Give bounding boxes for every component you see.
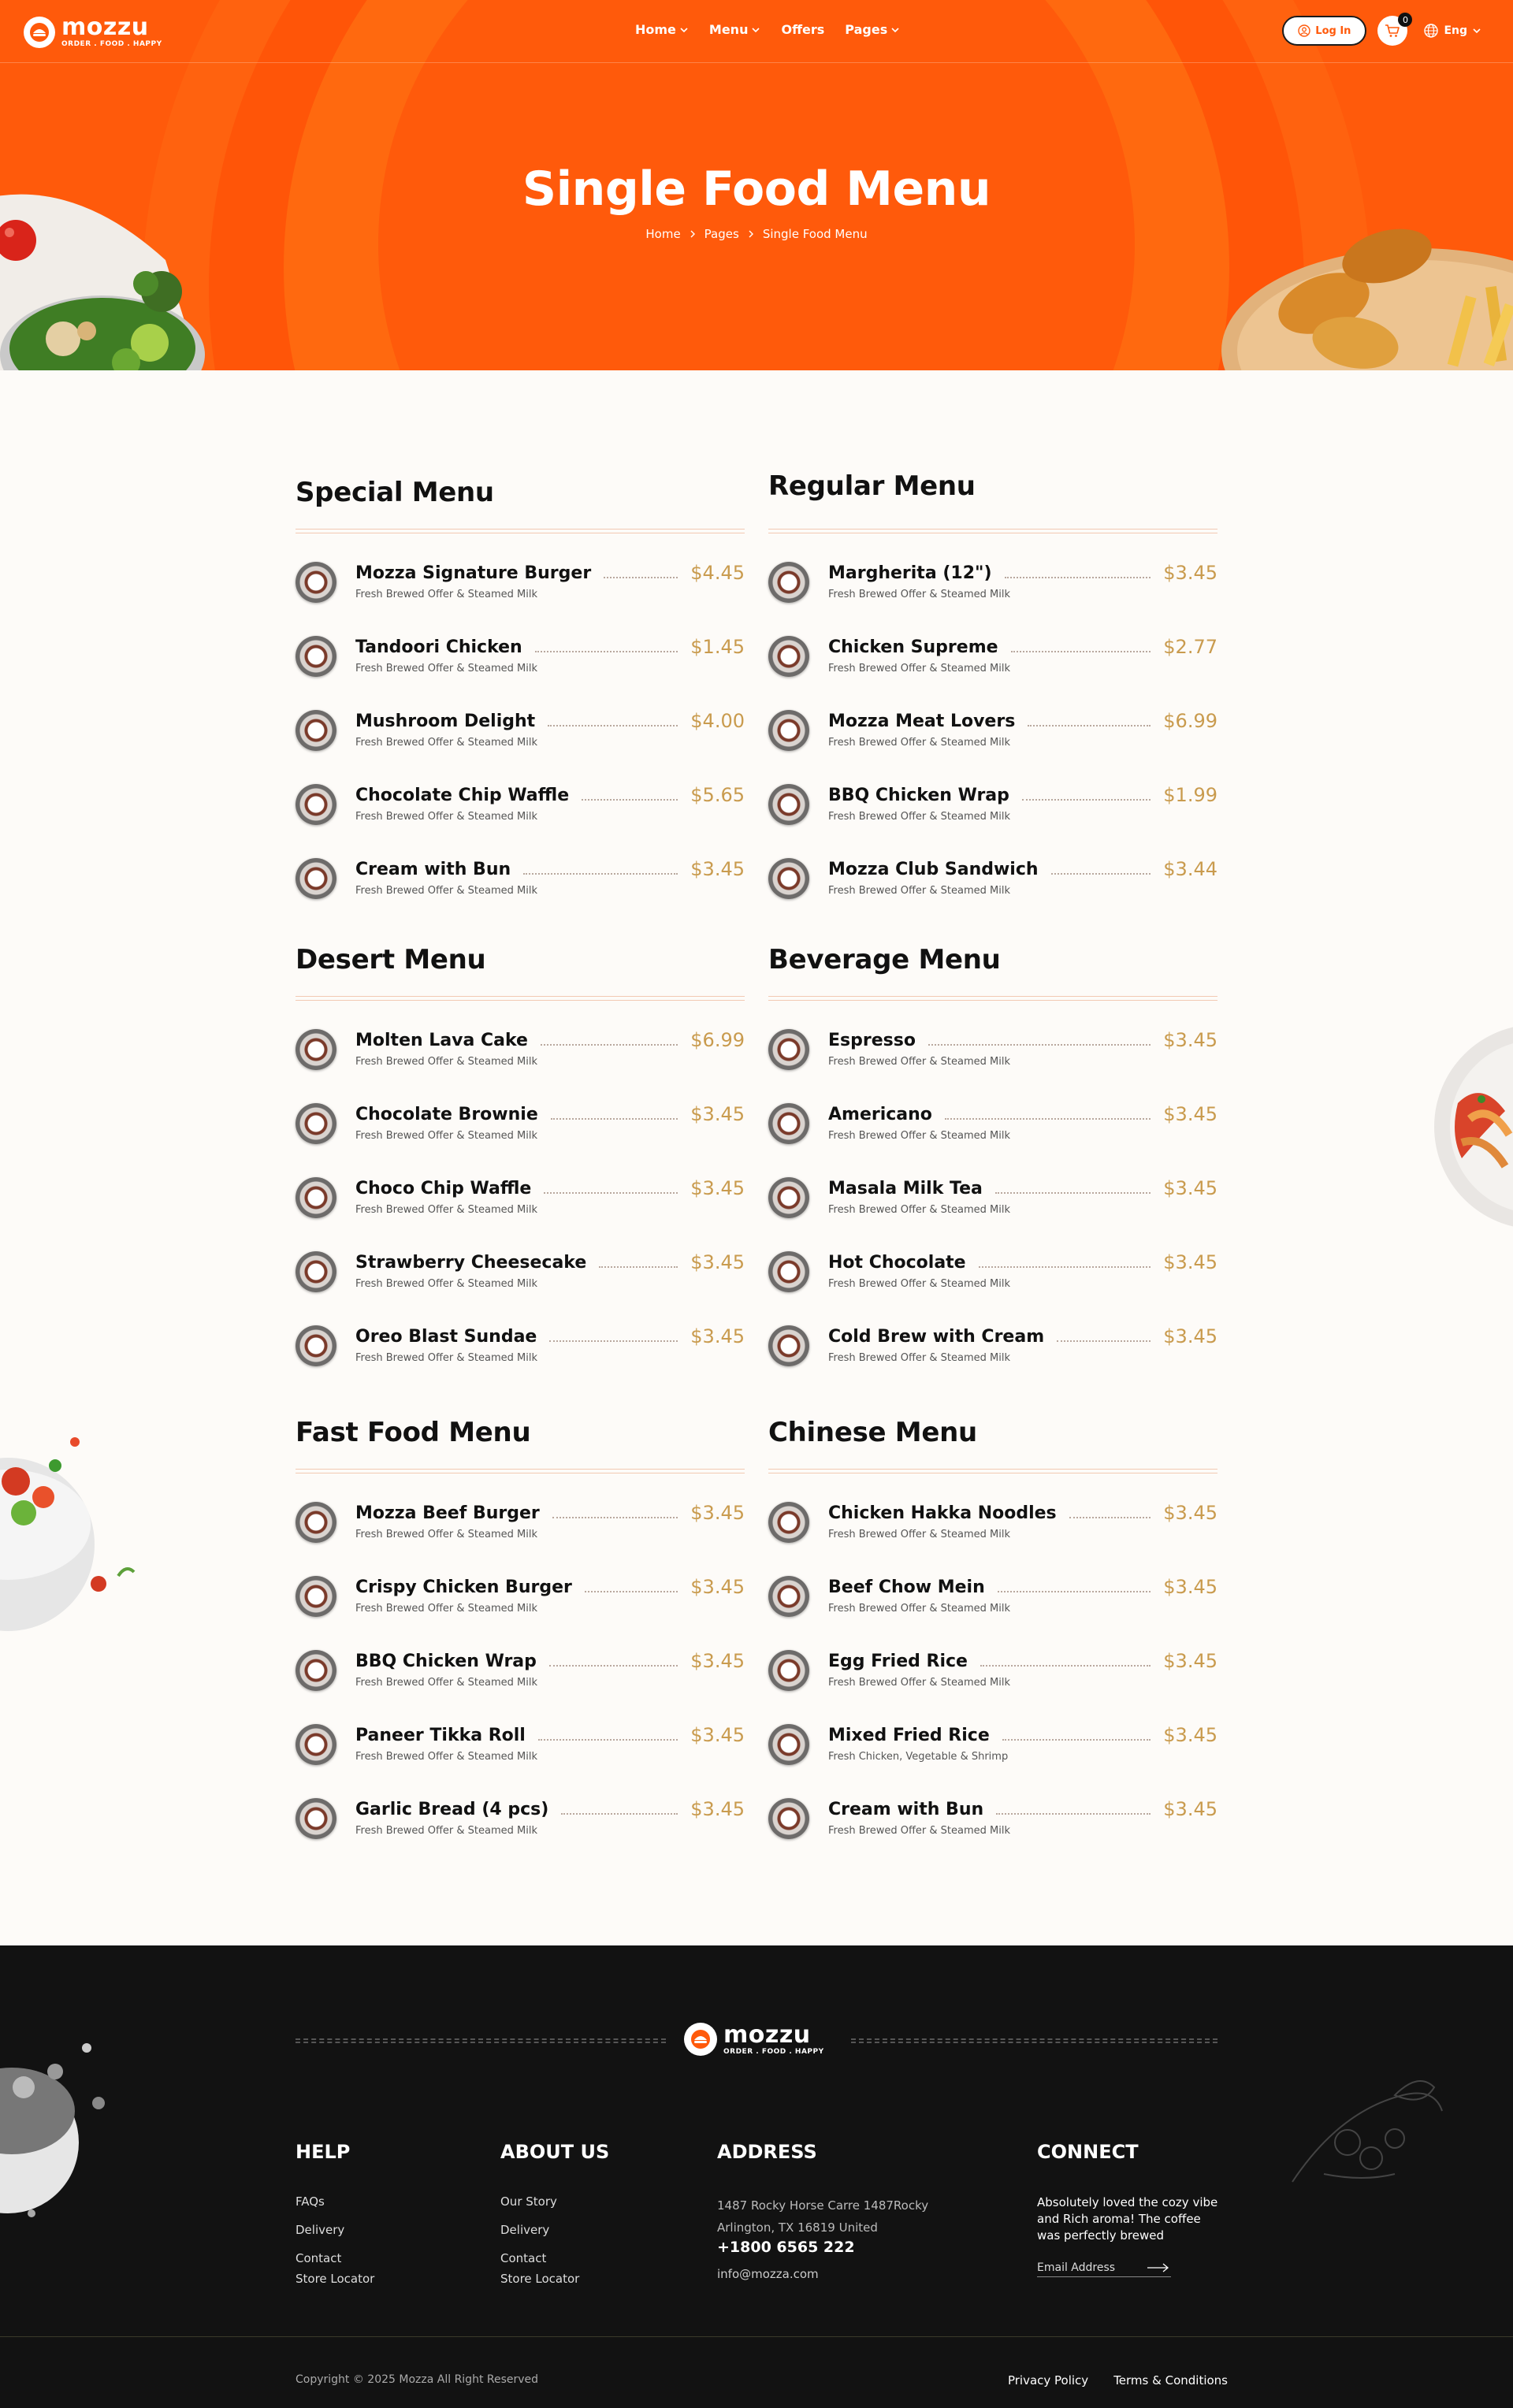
dotted-leader <box>585 1591 678 1592</box>
item-name: Garlic Bread (4 pcs) <box>355 1799 549 1819</box>
item-description: Fresh Brewed Offer & Steamed Milk <box>355 1529 537 1540</box>
footer-about-title: ABOUT US <box>500 2141 610 2163</box>
item-name: Margherita (12") <box>828 563 992 583</box>
footer-help-column <box>296 2141 374 2300</box>
site-footer <box>0 1945 1513 2408</box>
item-name: Chocolate Brownie <box>355 1104 538 1124</box>
dotted-leader <box>538 1739 678 1741</box>
nav-label-home: Home <box>635 22 676 37</box>
menu-item[interactable] <box>768 1103 1217 1177</box>
item-price: $3.45 <box>1163 1650 1217 1672</box>
menu-item[interactable] <box>768 1798 1217 1872</box>
dish-thumbnail <box>296 1177 336 1218</box>
page-title: Single Food Menu <box>522 162 991 217</box>
nav-item-home[interactable] <box>635 22 689 37</box>
chinese-menu-list <box>768 1502 1217 1872</box>
menu-item[interactable] <box>296 1029 745 1103</box>
dotted-leader <box>541 1044 678 1046</box>
item-name: Beef Chow Mein <box>828 1577 985 1597</box>
item-price: $6.99 <box>690 1029 745 1051</box>
copyright-text: Copyright © 2025 Mozza All Right Reserved <box>296 2373 539 2386</box>
item-name: Molten Lava Cake <box>355 1030 528 1050</box>
menu-item[interactable] <box>768 1177 1217 1251</box>
item-name: Crispy Chicken Burger <box>355 1577 572 1597</box>
beverage-menu-block <box>768 944 1217 1399</box>
chevron-down-icon <box>1472 26 1481 35</box>
cart-icon <box>1384 22 1401 39</box>
menu-item[interactable] <box>768 710 1217 784</box>
dotted-leader <box>551 1118 678 1120</box>
regular-menu-title: Regular Menu <box>768 470 976 502</box>
item-price: $3.45 <box>1163 1251 1217 1273</box>
arrow-right-icon[interactable] <box>1147 2263 1169 2272</box>
footer-connect-column <box>1037 2141 1226 2277</box>
dotted-leader <box>1057 1340 1151 1342</box>
item-description: Fresh Brewed Offer & Steamed Milk <box>355 1204 537 1216</box>
item-name: Mozza Beef Burger <box>355 1503 540 1523</box>
item-price: $1.45 <box>690 636 745 658</box>
legal-links <box>1008 2373 1228 2388</box>
item-description: Fresh Brewed Offer & Steamed Milk <box>828 885 1010 897</box>
divider <box>851 2038 1217 2043</box>
terms-conditions-link[interactable]: Terms & Conditions <box>1113 2373 1228 2388</box>
item-name: Mozza Club Sandwich <box>828 859 1039 879</box>
menu-item[interactable] <box>768 636 1217 710</box>
fastfood-menu-list <box>296 1502 745 1872</box>
footer-connect-title: CONNECT <box>1037 2141 1139 2163</box>
menu-section <box>0 370 1513 1945</box>
item-name: Cream with Bun <box>355 859 511 879</box>
item-price: $3.45 <box>690 1325 745 1347</box>
dotted-leader <box>928 1044 1151 1046</box>
item-price: $3.45 <box>690 1177 745 1199</box>
menu-item[interactable] <box>296 1650 745 1724</box>
divider <box>296 529 745 533</box>
item-price: $2.77 <box>1163 636 1217 658</box>
dish-thumbnail <box>768 784 809 825</box>
testimonial-text: Absolutely loved the cozy vibe and Rich aroma! The coffee was perfectly brewed <box>1037 2195 1218 2243</box>
brand-tagline: ORDER . FOOD . HAPPY <box>61 40 162 48</box>
item-description: Fresh Brewed Offer & Steamed Milk <box>355 1278 537 1290</box>
item-name: Choco Chip Waffle <box>355 1178 532 1198</box>
dish-thumbnail <box>768 1177 809 1218</box>
item-price: $3.45 <box>1163 1325 1217 1347</box>
item-price: $3.45 <box>1163 1724 1217 1746</box>
item-name: Mixed Fried Rice <box>828 1725 990 1745</box>
dish-thumbnail <box>768 1325 809 1366</box>
item-description: Fresh Brewed Offer & Steamed Milk <box>355 1130 537 1142</box>
brand-name: mozzu <box>61 13 149 41</box>
dish-thumbnail <box>296 1325 336 1366</box>
item-price: $5.65 <box>690 784 745 806</box>
divider <box>768 529 1217 533</box>
newsletter-email-input[interactable] <box>1037 2261 1147 2274</box>
item-description: Fresh Brewed Offer & Steamed Milk <box>828 1056 1010 1068</box>
dish-thumbnail <box>768 1576 809 1617</box>
item-description: Fresh Brewed Offer & Steamed Milk <box>828 1529 1010 1540</box>
item-price: $3.45 <box>690 1251 745 1273</box>
item-price: $3.45 <box>690 1650 745 1672</box>
dotted-leader <box>549 1340 678 1342</box>
item-price: $3.45 <box>690 1103 745 1125</box>
item-description: Fresh Brewed Offer & Steamed Milk <box>355 1825 537 1837</box>
item-price: $3.45 <box>1163 1576 1217 1598</box>
item-description: Fresh Brewed Offer & Steamed Milk <box>355 663 537 674</box>
dish-thumbnail <box>296 636 336 677</box>
dotted-leader <box>995 1192 1151 1194</box>
item-price: $3.45 <box>690 1502 745 1524</box>
special-menu-list <box>296 562 745 932</box>
dotted-leader <box>998 1591 1151 1592</box>
divider <box>0 2336 1513 2337</box>
dish-thumbnail <box>768 562 809 603</box>
scattered-salad-image <box>0 2016 126 2221</box>
item-description: Fresh Brewed Offer & Steamed Milk <box>355 589 537 600</box>
item-price: $3.45 <box>1163 1798 1217 1820</box>
user-icon <box>1298 24 1310 37</box>
menu-item[interactable] <box>296 1724 745 1798</box>
item-description: Fresh Brewed Offer & Steamed Milk <box>828 589 1010 600</box>
breadcrumb-current: Single Food Menu <box>762 227 868 241</box>
item-name: Strawberry Cheesecake <box>355 1252 587 1273</box>
breadcrumb-home[interactable]: Home <box>645 227 681 241</box>
chevron-down-icon <box>751 25 760 35</box>
nav-label-menu: Menu <box>708 22 749 37</box>
brand-tagline: ORDER . FOOD . HAPPY <box>723 2047 824 2056</box>
divider <box>768 1469 1217 1473</box>
login-button[interactable] <box>1282 16 1366 46</box>
footer-link-faqs[interactable]: FAQs <box>296 2194 325 2209</box>
chinese-menu-block <box>768 1417 1217 1872</box>
dotted-leader <box>1028 725 1151 726</box>
item-price: $3.45 <box>690 1798 745 1820</box>
desert-menu-title: Desert Menu <box>296 944 486 975</box>
item-price: $4.45 <box>690 562 745 584</box>
menu-item[interactable] <box>296 710 745 784</box>
brand-name: mozzu <box>723 2020 811 2049</box>
dotted-leader <box>996 1813 1151 1815</box>
beverage-menu-list <box>768 1029 1217 1399</box>
chevron-down-icon <box>679 25 689 35</box>
item-name: Tandoori Chicken <box>355 637 522 657</box>
item-name: Cold Brew with Cream <box>828 1326 1045 1347</box>
menu-item[interactable] <box>768 1650 1217 1724</box>
dotted-leader <box>604 577 678 578</box>
footer-link-delivery[interactable]: Delivery <box>500 2223 550 2237</box>
chevron-right-icon <box>747 230 755 238</box>
dish-thumbnail <box>296 1103 336 1144</box>
menu-item[interactable] <box>768 784 1217 858</box>
dotted-leader <box>535 651 678 652</box>
dotted-leader <box>979 1266 1151 1268</box>
menu-item[interactable] <box>296 562 745 636</box>
menu-item[interactable] <box>296 784 745 858</box>
item-price: $3.45 <box>1163 562 1217 584</box>
coffee-sketch-illustration <box>1277 2064 1458 2198</box>
divider <box>296 1469 745 1473</box>
dish-thumbnail <box>296 710 336 751</box>
item-name: Egg Fried Rice <box>828 1651 968 1671</box>
footer-help-title: HELP <box>296 2141 351 2163</box>
item-name: Hot Chocolate <box>828 1252 966 1273</box>
dotted-leader <box>1011 651 1151 652</box>
item-name: Mushroom Delight <box>355 711 536 731</box>
breadcrumb-pages[interactable]: Pages <box>704 227 739 241</box>
dish-thumbnail <box>768 858 809 899</box>
desert-menu-list <box>296 1029 745 1399</box>
cart-button[interactable] <box>1377 16 1407 46</box>
address-line: 1487 Rocky Horse Carre 1487Rocky <box>717 2198 929 2213</box>
footer-link-contact[interactable]: Contact <box>296 2251 342 2265</box>
dish-thumbnail <box>296 562 336 603</box>
dotted-leader <box>1022 799 1151 801</box>
cart-count-badge: 0 <box>1398 13 1412 27</box>
dish-thumbnail <box>296 1029 336 1070</box>
logo-mark-icon <box>684 2023 717 2056</box>
item-name: Oreo Blast Sundae <box>355 1326 537 1347</box>
special-menu-title: Special Menu <box>296 477 494 508</box>
item-description: Fresh Brewed Offer & Steamed Milk <box>355 1056 537 1068</box>
item-name: Americano <box>828 1104 932 1124</box>
fastfood-menu-block <box>296 1417 745 1872</box>
item-name: Paneer Tikka Roll <box>355 1725 526 1745</box>
dish-thumbnail <box>296 1502 336 1543</box>
dish-thumbnail <box>768 1251 809 1292</box>
divider <box>296 996 745 1001</box>
item-description: Fresh Brewed Offer & Steamed Milk <box>828 1204 1010 1216</box>
language-selector[interactable] <box>1423 23 1481 39</box>
item-description: Fresh Brewed Offer & Steamed Milk <box>828 811 1010 823</box>
dotted-leader <box>548 725 678 726</box>
vegetable-bowl-image <box>0 1395 158 1647</box>
item-price: $3.45 <box>690 858 745 880</box>
item-description: Fresh Brewed Offer & Steamed Milk <box>355 1352 537 1364</box>
header-actions <box>1282 16 1481 46</box>
menu-item[interactable] <box>296 858 745 932</box>
menu-item[interactable] <box>768 1502 1217 1576</box>
item-name: Espresso <box>828 1030 916 1050</box>
dish-thumbnail <box>296 1724 336 1765</box>
item-price: $4.00 <box>690 710 745 732</box>
chevron-down-icon <box>890 25 900 35</box>
item-price: $1.99 <box>1163 784 1217 806</box>
item-description: Fresh Brewed Offer & Steamed Milk <box>355 737 537 749</box>
menu-item[interactable] <box>768 858 1217 932</box>
menu-item[interactable] <box>296 1502 745 1576</box>
dish-thumbnail <box>768 1103 809 1144</box>
menu-item[interactable] <box>296 1576 745 1650</box>
dish-thumbnail <box>296 858 336 899</box>
dotted-leader <box>552 1517 678 1518</box>
dish-thumbnail <box>768 1650 809 1691</box>
item-price: $3.45 <box>690 1576 745 1598</box>
item-description: Fresh Chicken, Vegetable & Shrimp <box>828 1751 1009 1763</box>
footer-link-contact[interactable]: Contact <box>500 2251 547 2265</box>
item-description: Fresh Brewed Offer & Steamed Milk <box>828 1825 1010 1837</box>
menu-item[interactable] <box>296 1798 745 1872</box>
menu-item[interactable] <box>768 1251 1217 1325</box>
dotted-leader <box>980 1665 1151 1667</box>
regular-menu-block <box>768 470 1217 932</box>
item-price: $3.45 <box>1163 1502 1217 1524</box>
globe-icon <box>1423 23 1439 39</box>
dotted-leader <box>599 1266 678 1268</box>
dish-thumbnail <box>296 784 336 825</box>
footer-address-title: ADDRESS <box>717 2141 817 2163</box>
menu-item[interactable] <box>768 1325 1217 1399</box>
item-description: Fresh Brewed Offer & Steamed Milk <box>828 663 1010 674</box>
menu-item[interactable] <box>768 1029 1217 1103</box>
dish-thumbnail <box>296 1650 336 1691</box>
footer-brand-logo[interactable] <box>684 2020 824 2056</box>
item-name: Chicken Supreme <box>828 637 998 657</box>
chinese-menu-title: Chinese Menu <box>768 1417 977 1448</box>
item-price: $6.99 <box>1163 710 1217 732</box>
dish-thumbnail <box>768 636 809 677</box>
nav-label-offers: Offers <box>781 22 825 37</box>
nav-item-offers[interactable] <box>781 22 824 37</box>
menu-item[interactable] <box>296 1103 745 1177</box>
site-header <box>0 0 1513 63</box>
divider <box>296 2038 666 2043</box>
menu-item[interactable] <box>768 1576 1217 1650</box>
logo-mark-icon <box>24 17 55 48</box>
item-description: Fresh Brewed Offer & Steamed Milk <box>828 1677 1010 1689</box>
menu-item[interactable] <box>296 636 745 710</box>
item-price: $3.45 <box>690 1724 745 1746</box>
dotted-leader <box>544 1192 678 1194</box>
fastfood-menu-title: Fast Food Menu <box>296 1417 531 1448</box>
dotted-leader <box>945 1118 1151 1120</box>
breadcrumb <box>0 227 1513 241</box>
item-price: $3.44 <box>1163 858 1217 880</box>
item-price: $3.45 <box>1163 1177 1217 1199</box>
newsletter-form <box>1037 2261 1171 2277</box>
footer-link-our-story[interactable]: Our Story <box>500 2194 557 2209</box>
footer-about-column <box>500 2141 609 2300</box>
footer-link-store-locator[interactable]: Store Locator <box>296 2272 375 2286</box>
chevron-right-icon <box>689 230 697 238</box>
item-name: Mozza Meat Lovers <box>828 711 1016 731</box>
special-menu-block <box>296 477 745 932</box>
dish-thumbnail <box>296 1251 336 1292</box>
dotted-leader <box>1069 1517 1151 1518</box>
footer-link-delivery[interactable]: Delivery <box>296 2223 345 2237</box>
main-nav <box>635 22 900 37</box>
item-price: $3.45 <box>1163 1103 1217 1125</box>
dish-thumbnail <box>296 1798 336 1839</box>
divider <box>768 996 1217 1001</box>
item-name: BBQ Chicken Wrap <box>828 785 1009 805</box>
item-name: Chicken Hakka Noodles <box>828 1503 1057 1523</box>
item-description: Fresh Brewed Offer & Steamed Milk <box>828 1278 1010 1290</box>
desert-menu-block <box>296 944 745 1399</box>
dotted-leader <box>582 799 678 801</box>
item-description: Fresh Brewed Offer & Steamed Milk <box>355 1603 537 1615</box>
item-description: Fresh Brewed Offer & Steamed Milk <box>355 811 537 823</box>
nav-label-pages: Pages <box>845 22 888 37</box>
item-description: Fresh Brewed Offer & Steamed Milk <box>828 1352 1010 1364</box>
menu-item[interactable] <box>296 1177 745 1251</box>
dotted-leader <box>549 1665 678 1667</box>
dotted-leader <box>1005 577 1151 578</box>
dish-thumbnail <box>768 1502 809 1543</box>
nav-item-menu[interactable] <box>709 22 761 37</box>
item-name: Mozza Signature Burger <box>355 563 592 583</box>
dotted-leader <box>1051 873 1151 875</box>
item-name: Cream with Bun <box>828 1799 984 1819</box>
item-price: $3.45 <box>1163 1029 1217 1051</box>
email-link[interactable]: info@mozza.com <box>717 2267 819 2281</box>
dish-thumbnail <box>768 710 809 751</box>
item-description: Fresh Brewed Offer & Steamed Milk <box>355 1677 537 1689</box>
dish-thumbnail <box>768 1724 809 1765</box>
footer-address-column <box>717 2141 928 2281</box>
dish-thumbnail <box>296 1576 336 1617</box>
item-description: Fresh Brewed Offer & Steamed Milk <box>355 1751 537 1763</box>
footer-link-store-locator[interactable]: Store Locator <box>500 2272 580 2286</box>
item-description: Fresh Brewed Offer & Steamed Milk <box>355 885 537 897</box>
dotted-leader <box>1002 1739 1151 1741</box>
beverage-menu-title: Beverage Menu <box>768 944 1001 975</box>
dotted-leader <box>523 873 678 875</box>
nav-item-pages[interactable] <box>845 22 900 37</box>
menu-item[interactable] <box>768 562 1217 636</box>
pasta-bowl-image <box>1426 1016 1513 1237</box>
dotted-leader <box>561 1813 678 1815</box>
menu-item[interactable] <box>296 1251 745 1325</box>
login-label: Log In <box>1315 24 1351 37</box>
dish-thumbnail <box>768 1798 809 1839</box>
item-name: BBQ Chicken Wrap <box>355 1651 537 1671</box>
brand-logo[interactable] <box>24 13 162 48</box>
phone-number[interactable]: +1800 6565 222 <box>717 2239 855 2256</box>
menu-item[interactable] <box>296 1325 745 1399</box>
item-description: Fresh Brewed Offer & Steamed Milk <box>828 737 1010 749</box>
item-name: Masala Milk Tea <box>828 1178 983 1198</box>
language-label: Eng <box>1444 24 1467 37</box>
item-name: Chocolate Chip Waffle <box>355 785 570 805</box>
address-line: Arlington, TX 16819 United <box>717 2220 878 2235</box>
regular-menu-list <box>768 562 1217 932</box>
item-description: Fresh Brewed Offer & Steamed Milk <box>828 1130 1010 1142</box>
dish-thumbnail <box>768 1029 809 1070</box>
privacy-policy-link[interactable]: Privacy Policy <box>1007 2373 1089 2388</box>
menu-item[interactable] <box>768 1724 1217 1798</box>
item-description: Fresh Brewed Offer & Steamed Milk <box>828 1603 1010 1615</box>
